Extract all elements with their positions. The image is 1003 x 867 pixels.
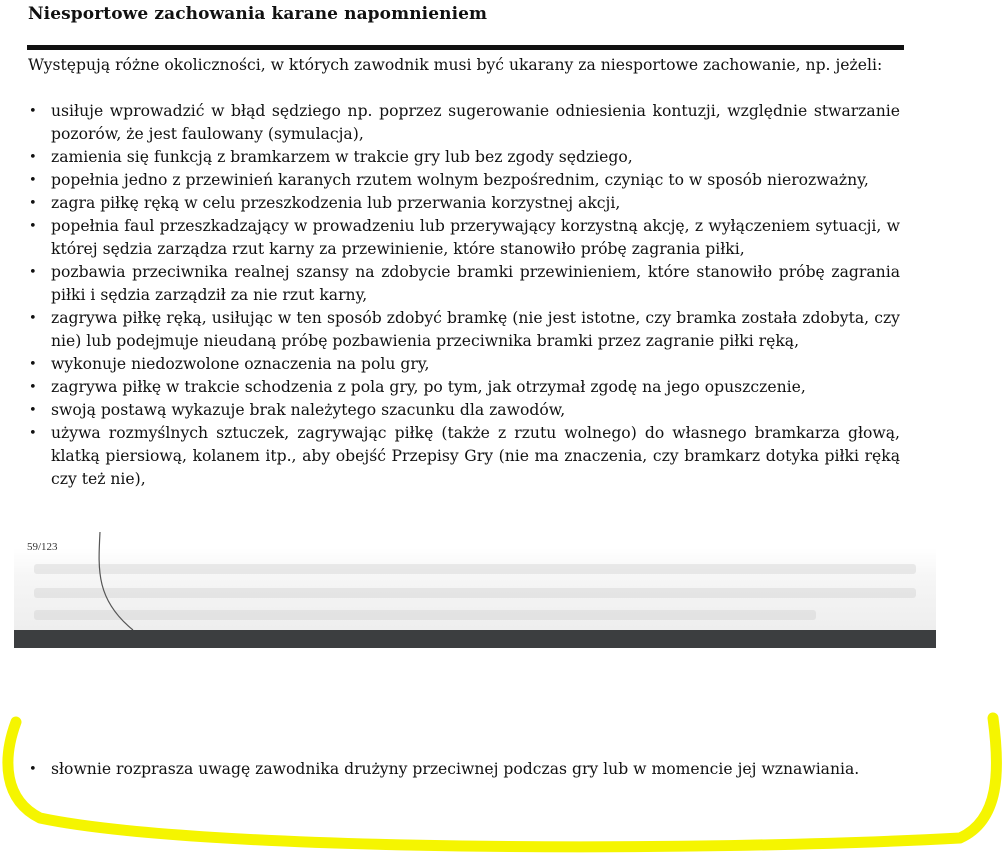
list-item-text: swoją postawą wykazuje brak należytego szacunku dla zawodów, — [51, 401, 566, 419]
list-item-highlighted — [28, 758, 900, 781]
list-item-text: zagrywa piłkę w trakcie schodzenia z pola gry, po tym, jak otrzymał zgodę na jego opuszczenie, — [51, 378, 806, 396]
bullet-icon: • — [29, 173, 37, 188]
viewer-divider-bar — [14, 630, 936, 648]
bullet-icon: • — [29, 403, 37, 418]
list-item-text: zagra piłkę ręką w celu przeszkodzenia lub przerwania korzystnej akcji, — [51, 194, 621, 212]
section-heading: Niesportowe zachowania karane napomnieniem — [28, 4, 488, 24]
bullet-icon: • — [29, 426, 37, 441]
list-item-text: zamienia się funkcją z bramkarzem w trakcie gry lub bez zgody sędziego, — [51, 148, 633, 166]
bullet-icon: • — [29, 219, 37, 234]
list-item-text: słownie rozprasza uwagę zawodnika drużyny przeciwnej podczas gry lub w momencie jej wznawiania. — [51, 760, 860, 778]
list-item-text: usiłuje wprowadzić w błąd sędziego np. poprzez sugerowanie odniesienia kontuzji, względnie stwarzanie pozorów, że jest faulowany (symulacja), — [51, 102, 900, 143]
list-item-text: zagrywa piłkę ręką, usiłując w ten sposób zdobyć bramkę (nie jest istotne, czy bramka została zdobyta, czy nie) lub podejmuje nieudaną próbę pozbawienia przeciwnika bramki przez zagranie piłki ręką, — [51, 309, 900, 350]
list-item-text: wykonuje niedozwolone oznaczenia na polu gry, — [51, 355, 430, 373]
list-item-text: pozbawia przeciwnika realnej szansy na zdobycie bramki przewinieniem, które stanowiło próbę zagrania piłki i sędzia zarządził za nie rzut karny, — [51, 263, 900, 304]
bullet-icon: • — [29, 380, 37, 395]
bullet-icon: • — [29, 104, 37, 119]
bullet-icon: • — [29, 265, 37, 280]
bullet-icon: • — [29, 311, 37, 326]
list-item-text: używa rozmyślnych sztuczek, zagrywając piłkę (także z rzutu wolnego) do własnego bramkarza głową, klatką piersiową, kolanem itp., aby obejść Przepisy Gry (nie ma znaczenia, czy bramkarz dotyka piłki ręką czy też nie), — [51, 424, 900, 488]
bullet-icon: • — [29, 762, 37, 777]
bullet-icon: • — [29, 150, 37, 165]
bullet-icon: • — [29, 357, 37, 372]
list-item-text: popełnia jedno z przewinień karanych rzutem wolnym bezpośrednim, czyniąc to w sposób nierozważny, — [51, 171, 869, 189]
bullet-icon: • — [29, 196, 37, 211]
intro-paragraph: Występują różne okoliczności, w których zawodnik musi być ukarany za niesportowe zachowanie, np. jeżeli: — [28, 56, 883, 74]
highlighted-list — [28, 758, 900, 781]
page-number: 59/123 — [27, 541, 58, 553]
list-item-text: popełnia faul przeszkadzający w prowadzeniu lub przerywający korzystną akcję, z wyłączeniem sytuacji, w której sędzia zarządza rzut karny za przewinienie, które stanowiło próbę zagrania piłki, — [51, 217, 900, 258]
callout-stroke — [99, 532, 133, 630]
